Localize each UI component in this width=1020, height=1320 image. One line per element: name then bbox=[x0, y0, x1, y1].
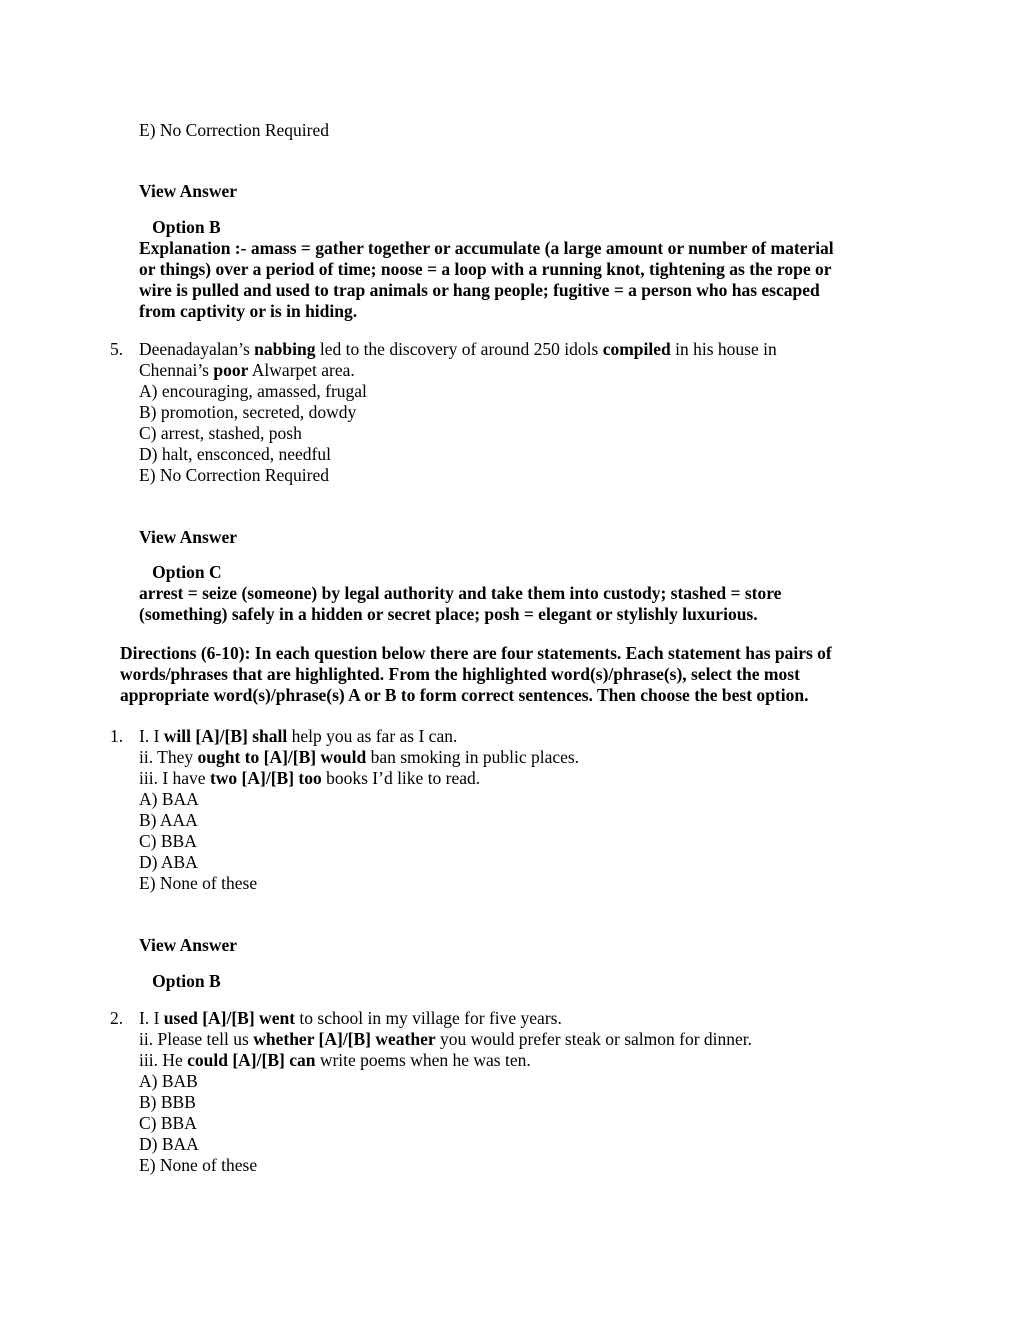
text-line bbox=[139, 604, 781, 625]
bold-text: two [A]/[B] too bbox=[209, 768, 322, 788]
text: C) BBA bbox=[139, 1113, 197, 1133]
text: iii. I have bbox=[139, 768, 210, 788]
text-line bbox=[139, 1050, 752, 1071]
text-line bbox=[139, 527, 237, 548]
bold-text: nabbing bbox=[254, 339, 316, 359]
bold-text: (something) safely in a hidden or secret place; posh = elegant or stylishly luxurious. bbox=[139, 604, 758, 624]
text: D) ABA bbox=[139, 852, 198, 872]
text: books I’d like to read. bbox=[321, 768, 481, 788]
bold-text[interactable]: View Answer bbox=[139, 527, 238, 547]
view-answer-3 bbox=[139, 935, 237, 956]
text: Alwarpet area. bbox=[248, 360, 355, 380]
text-line bbox=[139, 852, 579, 873]
bold-text: or things) over a period of time; noose = a loop with a running knot, tightening as the rope or bbox=[139, 259, 832, 279]
text-line bbox=[120, 643, 832, 664]
text: Deenadayalan’s bbox=[139, 339, 255, 359]
text: C) arrest, stashed, posh bbox=[139, 423, 302, 443]
text: ii. They bbox=[139, 747, 198, 767]
text: in his house in bbox=[670, 339, 777, 359]
bold-text: could [A]/[B] can bbox=[187, 1050, 316, 1070]
text: I. I bbox=[139, 726, 164, 746]
text: ii. Please tell us bbox=[139, 1029, 254, 1049]
text: B) promotion, secreted, dowdy bbox=[139, 402, 357, 422]
bold-text: Explanation :- amass = gather together or accumulate (a large amount or number of material bbox=[139, 238, 834, 258]
text-line bbox=[139, 1113, 752, 1134]
text: write poems when he was ten. bbox=[315, 1050, 531, 1070]
bold-text: Option B bbox=[139, 217, 221, 237]
bold-text: Option B bbox=[139, 971, 221, 991]
text-line bbox=[120, 685, 832, 706]
question-number: 5. bbox=[110, 339, 124, 359]
view-answer-2 bbox=[139, 527, 237, 548]
text-line bbox=[139, 971, 221, 992]
view-answer-1 bbox=[139, 181, 237, 202]
text-line bbox=[139, 583, 781, 604]
question-1 bbox=[139, 726, 579, 894]
bold-text[interactable]: View Answer bbox=[139, 181, 238, 201]
bold-text: arrest = seize (someone) by legal authority and take them into custody; stashed = store bbox=[139, 583, 782, 603]
text-line bbox=[139, 181, 237, 202]
text-line bbox=[139, 810, 579, 831]
bold-text: will [A]/[B] shall bbox=[163, 726, 288, 746]
text-line bbox=[139, 1155, 752, 1176]
answer-1 bbox=[139, 217, 834, 322]
text-line bbox=[139, 1092, 752, 1113]
text-line bbox=[139, 465, 777, 486]
text: I. I bbox=[139, 1008, 164, 1028]
text-line bbox=[139, 935, 237, 956]
text: B) BBB bbox=[139, 1092, 196, 1112]
answer-2 bbox=[139, 562, 781, 625]
text-line bbox=[139, 444, 777, 465]
question-number: 2. bbox=[110, 1008, 124, 1028]
text-line bbox=[139, 768, 579, 789]
text-line bbox=[139, 562, 781, 583]
text: D) halt, ensconced, needful bbox=[139, 444, 331, 464]
text-line bbox=[139, 360, 777, 381]
bold-text: appropriate word(s)/phrase(s) A or B to form correct sentences. Then choose the best option. bbox=[120, 685, 809, 705]
text: iii. He bbox=[139, 1050, 188, 1070]
answer-3 bbox=[139, 971, 221, 992]
text-line bbox=[139, 280, 834, 301]
text: Chennai’s bbox=[139, 360, 214, 380]
bold-text[interactable]: View Answer bbox=[139, 935, 238, 955]
text-line bbox=[139, 747, 579, 768]
bold-text: wire is pulled and used to trap animals or hang people; fugitive = a person who has escaped bbox=[139, 280, 820, 300]
bold-text: words/phrases that are highlighted. From the highlighted word(s)/phrase(s), select the most bbox=[120, 664, 800, 684]
bold-text: compiled bbox=[602, 339, 671, 359]
question-5 bbox=[139, 339, 777, 486]
text: ban smoking in public places. bbox=[366, 747, 580, 767]
text-line bbox=[139, 301, 834, 322]
text: to school in my village for five years. bbox=[295, 1008, 562, 1028]
text-line bbox=[139, 831, 579, 852]
bold-text: used [A]/[B] went bbox=[163, 1008, 296, 1028]
text-line bbox=[139, 726, 579, 747]
bold-text: ought to [A]/[B] would bbox=[197, 747, 367, 767]
text-line bbox=[139, 238, 834, 259]
text-line bbox=[139, 423, 777, 444]
text: E) None of these bbox=[139, 873, 258, 893]
text: help you as far as I can. bbox=[287, 726, 458, 746]
text: you would prefer steak or salmon for dinner. bbox=[435, 1029, 753, 1049]
text-line bbox=[139, 789, 579, 810]
question-number: 1. bbox=[110, 726, 124, 746]
text-line bbox=[139, 402, 777, 423]
text: A) BAA bbox=[139, 789, 199, 809]
text-line bbox=[120, 664, 832, 685]
text: E) No Correction Required bbox=[139, 465, 330, 485]
text-line bbox=[139, 217, 834, 238]
bold-text: whether [A]/[B] weather bbox=[253, 1029, 436, 1049]
bold-text: poor bbox=[213, 360, 249, 380]
bold-text: Directions (6-10): In each question below there are four statements. Each statement has pairs of bbox=[120, 643, 832, 663]
text: led to the discovery of around 250 idols bbox=[315, 339, 603, 359]
bold-text: Option C bbox=[139, 562, 222, 582]
text: E) None of these bbox=[139, 1155, 258, 1175]
text: A) BAB bbox=[139, 1071, 198, 1091]
text-line bbox=[139, 339, 777, 360]
question-2 bbox=[139, 1008, 752, 1176]
text: D) BAA bbox=[139, 1134, 199, 1154]
directions bbox=[120, 643, 832, 706]
bold-text: from captivity or is in hiding. bbox=[139, 301, 358, 321]
text: E) No Correction Required bbox=[139, 120, 330, 140]
prev-option-e bbox=[139, 120, 329, 141]
text-line bbox=[139, 873, 579, 894]
text-line bbox=[139, 1134, 752, 1155]
text-line bbox=[139, 259, 834, 280]
text: C) BBA bbox=[139, 831, 197, 851]
text-line bbox=[139, 120, 329, 141]
text-line bbox=[139, 1029, 752, 1050]
text: B) AAA bbox=[139, 810, 198, 830]
text-line bbox=[139, 381, 777, 402]
text-line bbox=[139, 1008, 752, 1029]
text-line bbox=[139, 1071, 752, 1092]
text: A) encouraging, amassed, frugal bbox=[139, 381, 367, 401]
